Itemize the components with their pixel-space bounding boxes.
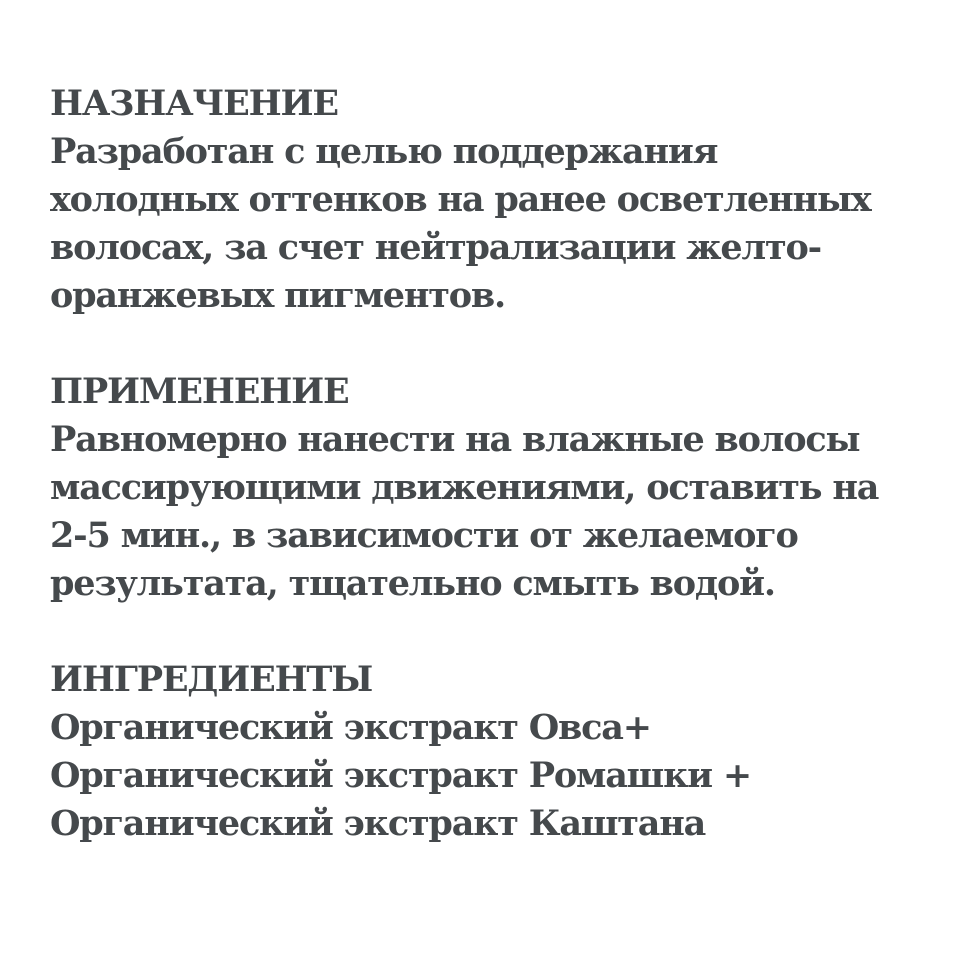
text-line: волосах, за счет нейтрализации желто-: [50, 227, 821, 268]
section-purpose: [50, 80, 930, 320]
text-line: массирующими движениями, оставить на: [50, 467, 879, 508]
section-ingredients: [50, 656, 930, 848]
text-line: Равномерно нанести на влажные волосы: [50, 419, 860, 460]
ingredient-line: Органический экстракт Ромашки +: [50, 755, 752, 796]
product-description: [50, 80, 930, 896]
text-line: холодных оттенков на ранее осветленных: [50, 179, 871, 220]
section-heading: ИНГРЕДИЕНТЫ: [50, 659, 373, 700]
text-line: результата, тщательно смыть водой.: [50, 563, 775, 604]
text-line: оранжевых пигментов.: [50, 275, 506, 316]
section-heading: ПРИМЕНЕНИЕ: [50, 371, 349, 412]
section-heading: НАЗНАЧЕНИЕ: [50, 83, 338, 124]
ingredient-line: Органический экстракт Овса+: [50, 707, 651, 748]
ingredient-line: Органический экстракт Каштана: [50, 803, 706, 844]
text-line: Разработан с целью поддержания: [50, 131, 718, 172]
text-line: 2-5 мин., в зависимости от желаемого: [50, 515, 798, 556]
section-usage: [50, 368, 930, 608]
